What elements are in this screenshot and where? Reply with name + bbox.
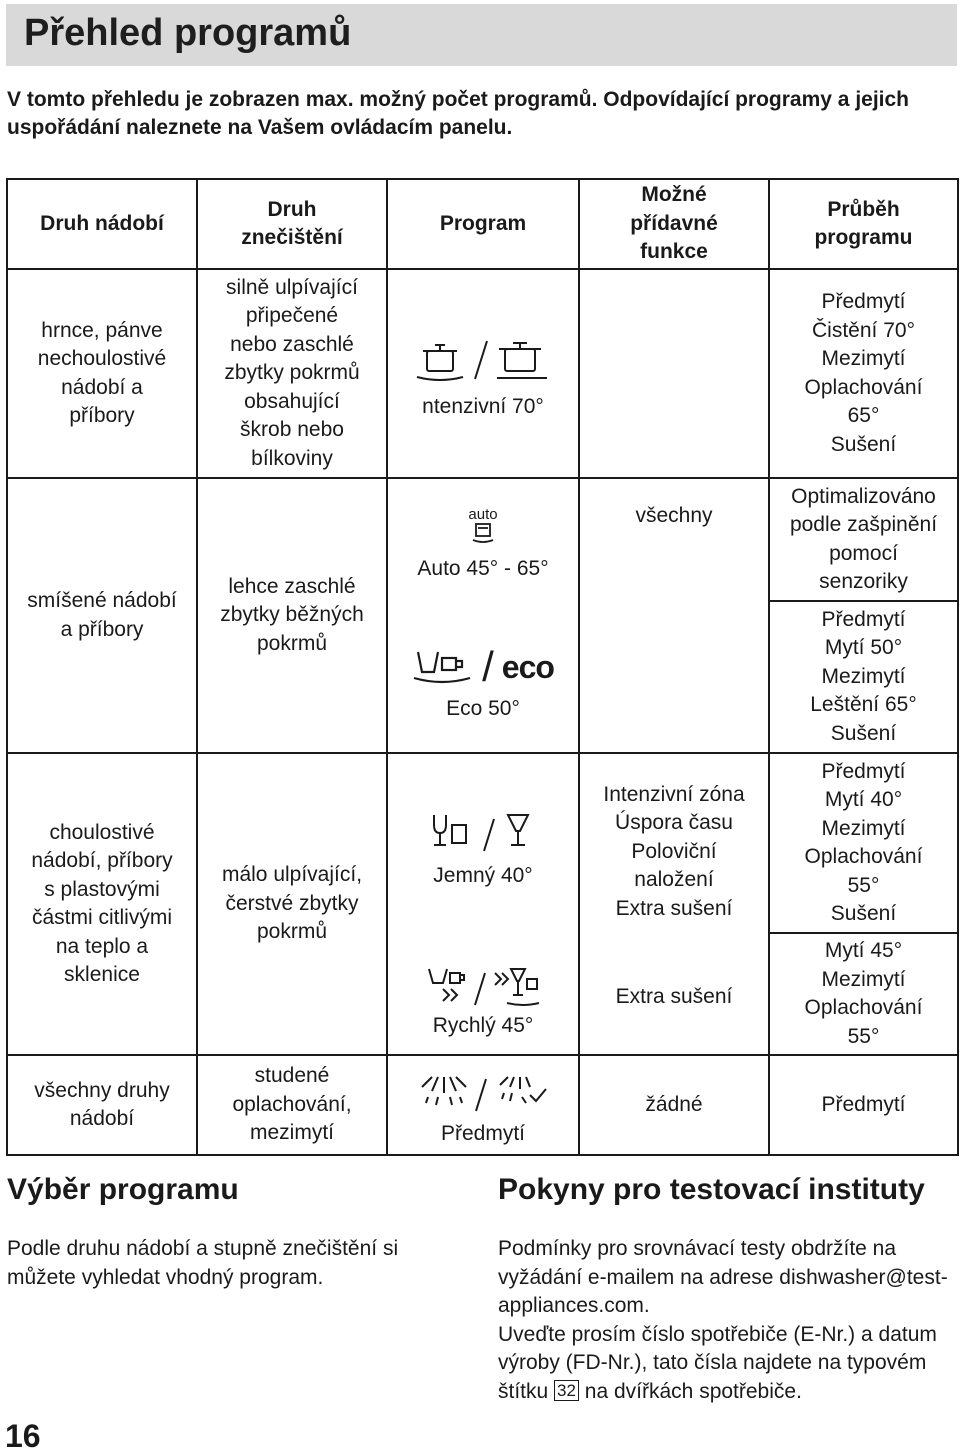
program-selection-heading: Výběr programu bbox=[7, 1173, 239, 1206]
row3-soiling: málo ulpívající, čerstvé zbytky pokrmů bbox=[221, 863, 363, 944]
row3-functions-quick: Extra sušení bbox=[615, 984, 733, 1008]
test-institutes-paragraph-2: Uveďte prosím číslo spotřebiče (E-Nr.) a datum výroby (FD-Nr.), tato čísla najdete na typovém štítku bbox=[498, 1322, 937, 1403]
test-institutes-heading: Pokyny pro testovací instituty bbox=[498, 1173, 925, 1206]
glass-icon bbox=[388, 808, 578, 856]
test-institutes-text bbox=[498, 1235, 958, 1406]
program-table bbox=[6, 178, 959, 1156]
header-functions: Možné přídavné funkce bbox=[630, 183, 718, 264]
intro-text: V tomto přehledu je zobrazen max. možný počet programů. Odpovídající programy a jejich uspořádání naleznete na Vašem ovládacím panelu. bbox=[7, 88, 910, 139]
program-quick-name: Rychlý 45° bbox=[432, 1014, 534, 1037]
row4-dish-type: všechny druhy nádobí bbox=[34, 1078, 170, 1130]
row4-functions: žádné bbox=[645, 1092, 703, 1116]
slash-divider: / bbox=[482, 643, 494, 690]
program-prerinse-name: Předmytí bbox=[440, 1122, 526, 1145]
row2-sequence-auto: Optimalizováno podle zašpinění pomocí senzoriky bbox=[789, 484, 938, 593]
page-number: 16 bbox=[5, 1418, 41, 1454]
test-institutes-paragraph-1: Podmínky pro srovnávací testy obdržíte na vyžádání e-mailem na adrese dishwasher@test-appliances.com. bbox=[498, 1237, 948, 1317]
program-gentle-name: Jemný 40° bbox=[433, 864, 533, 887]
program-auto-name: Auto 45° - 65° bbox=[417, 557, 549, 580]
eco-icon bbox=[388, 642, 578, 692]
row3-sequence-quick: Mytí 45° Mezimytí Oplachování 55° bbox=[804, 939, 923, 1048]
header-sequence: Průběh programu bbox=[814, 197, 913, 249]
test-institutes-paragraph-3: na dvířkách spotřebiče. bbox=[584, 1379, 802, 1403]
row2-soiling: lehce zaschlé zbytky běžných pokrmů bbox=[220, 574, 364, 655]
auto-icon-label: auto bbox=[468, 505, 498, 523]
program-eco-name: Eco 50° bbox=[446, 697, 520, 720]
auto-icon bbox=[388, 502, 578, 548]
row2-functions: všechny bbox=[635, 504, 713, 527]
row3-functions-gentle: Intenzivní zóna Úspora času Poloviční naložení Extra sušení bbox=[603, 782, 745, 920]
row2-sequence-eco: Předmytí Mytí 50° Mezimytí Leštění 65° Sušení bbox=[810, 607, 917, 745]
title-bar bbox=[6, 4, 957, 66]
header-soiling: Druh znečištění bbox=[241, 197, 343, 249]
page-title: Přehled programů bbox=[24, 12, 352, 54]
eco-label: eco bbox=[501, 648, 554, 685]
program-intensive-name: ntenzivní 70° bbox=[422, 395, 544, 418]
row4-sequence: Předmytí bbox=[821, 1092, 906, 1116]
row4-soiling: studené oplachování, mezimytí bbox=[232, 1064, 352, 1145]
row3-dish-type: choulostivé nádobí, příbory s plastovými částmi citlivými na teplo a sklenice bbox=[31, 820, 173, 986]
pot-icon bbox=[388, 330, 578, 390]
row1-sequence: Předmytí Čistění 70° Mezimytí Oplachování 65° Sušení bbox=[804, 290, 923, 456]
program-selection-text: Podle druhu nádobí a stupně znečištění si můžete vyhledat vhodný program. bbox=[7, 1237, 399, 1289]
header-program: Program bbox=[439, 211, 527, 235]
row1-dish-type: hrnce, pánve nechoulostivé nádobí a příbory bbox=[37, 318, 167, 427]
row2-dish-type: smíšené nádobí a příbory bbox=[27, 589, 177, 641]
reference-number-badge: 32 bbox=[554, 1380, 579, 1401]
prerinse-icon bbox=[388, 1070, 578, 1116]
row1-soiling: silně ulpívající připečené nebo zaschlé zbytky pokrmů obsahující škrob nebo bílkoviny bbox=[224, 275, 360, 470]
quick-icon bbox=[388, 962, 578, 1012]
row3-sequence-gentle: Předmytí Mytí 40° Mezimytí Oplachování 55° Sušení bbox=[804, 759, 923, 925]
header-dish-type: Druh nádobí bbox=[40, 211, 164, 235]
